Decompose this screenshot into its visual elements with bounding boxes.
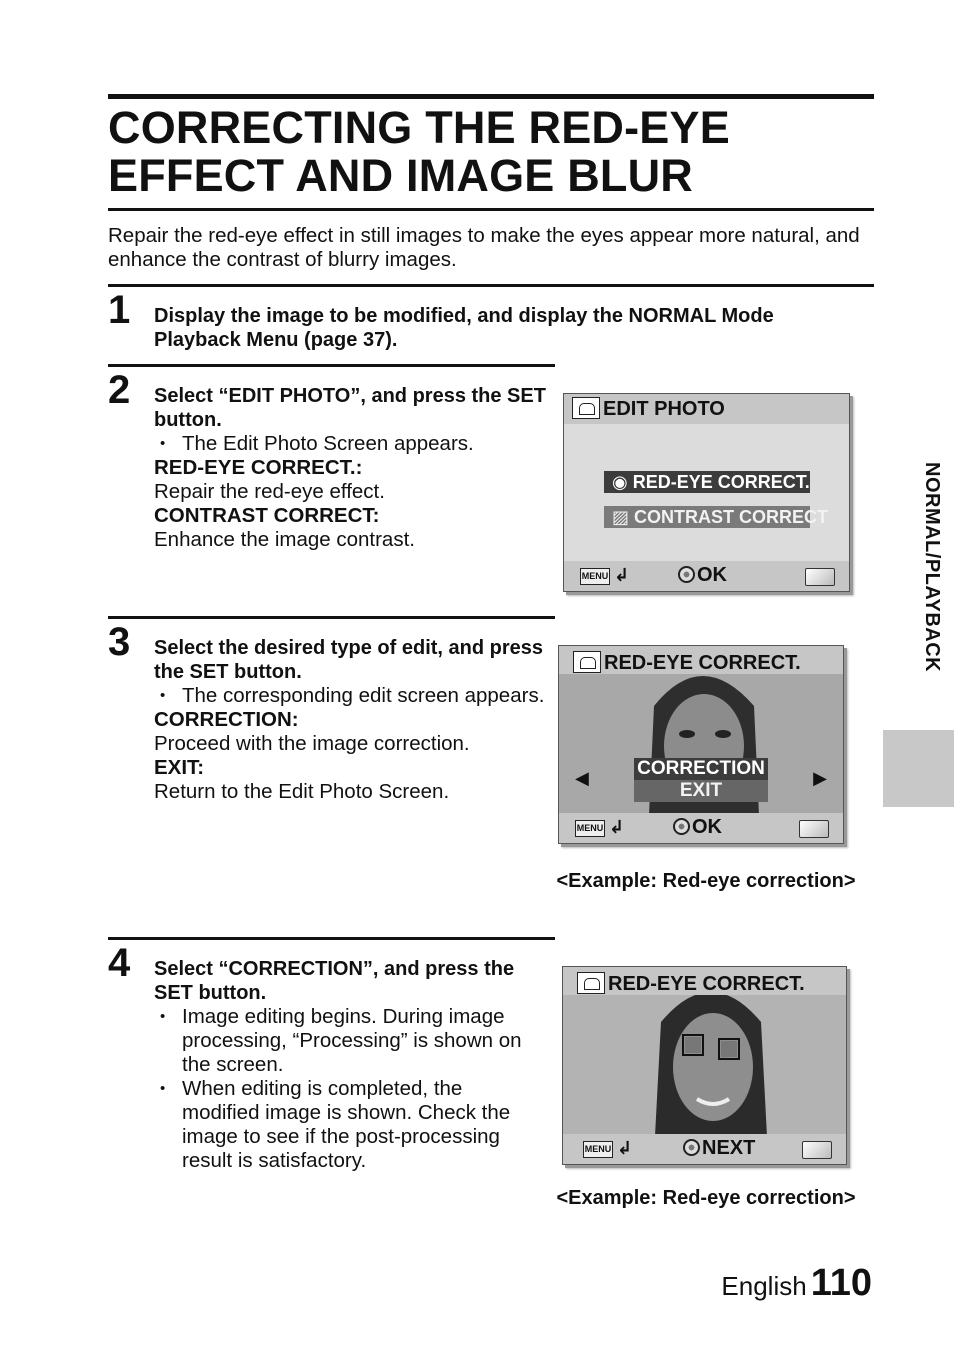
step1-heading: Display the image to be modified, and display the NORMAL Mode Playback Menu (page 37). [154,305,774,351]
menu-icon: MENU [583,1141,613,1158]
step4-body [154,1005,524,1173]
step1-number: 1 [108,288,131,332]
eye-icon: ◉ [612,472,628,492]
screen-header: RED-EYE CORRECT. [573,650,835,677]
step3-term2: EXIT: [154,756,205,779]
card-icon [799,820,829,838]
step3-rule [108,616,555,619]
step1-rule [108,284,874,287]
screen2-caption: <Example: Red-eye correction> [556,870,856,892]
step2-number: 2 [108,368,131,412]
contrast-icon: ▨ [612,507,630,527]
step2-desc2: Enhance the image contrast. [154,528,415,551]
dial-icon [678,566,695,583]
screen-menu-bar [563,1134,846,1164]
section-tab [883,730,954,807]
exit-option[interactable]: EXIT [634,780,768,802]
step4-number: 4 [108,941,131,985]
ok-indicator: OK [678,564,727,587]
card-icon [805,568,835,586]
title-top-rule [108,94,874,99]
page-number: 110 [810,1262,872,1304]
step3-number: 3 [108,620,131,664]
step4-rule [108,937,555,940]
page-title: CORRECTING THE RED-EYE EFFECT AND IMAGE BLUR [108,102,730,201]
step2-heading: Select “EDIT PHOTO”, and press the SET button. [154,385,546,431]
intro-text: Repair the red-eye effect in still images to make the eyes appear more natural, and enhance the contrast of blurry images. [108,224,860,271]
card-icon [802,1141,832,1159]
step3-term1: CORRECTION: [154,708,299,731]
return-icon: ↲ [617,1138,633,1158]
screen-menu-bar [559,813,843,843]
step2-term1: RED-EYE CORRECT.: [154,456,363,479]
screen-menu-bar [564,561,849,591]
step2-term2: CONTRAST CORRECT: [154,504,380,527]
red-eye-result-screen [562,966,847,1165]
red-eye-correct-screen [558,645,844,844]
red-eye-correct-option[interactable]: ◉ RED-EYE CORRECT. [604,471,810,493]
title-bottom-rule [108,208,874,211]
contrast-correct-option[interactable]: ▨ CONTRAST CORRECT [604,506,810,528]
correction-option[interactable]: CORRECTION [634,758,768,780]
page-footer [721,1262,872,1305]
return-icon: ↲ [614,565,630,585]
right-arrow-icon[interactable]: ▶ [813,768,827,788]
step2-desc1: Repair the red-eye effect. [154,480,385,503]
step3-desc1: Proceed with the image correction. [154,732,470,755]
screen-header: RED-EYE CORRECT. [577,971,838,998]
step4-bullet2: • When editing is completed, the modified image is shown. Check the image to see if the post-processing result is satisfactory. [154,1077,524,1173]
edit-photo-screen [563,393,850,592]
edit-photo-icon [572,397,600,419]
step4-bullet1: • Image editing begins. During image processing, “Processing” is shown on the screen. [154,1005,524,1077]
screen-header: EDIT PHOTO [572,396,841,423]
ok-indicator: OK [673,816,722,839]
step2-bullet: • The Edit Photo Screen appears. [154,432,549,456]
next-indicator: NEXT [683,1137,755,1160]
step3-desc2: Return to the Edit Photo Screen. [154,780,450,803]
section-sidebar-label: NORMAL/PLAYBACK [921,462,943,673]
screen3-caption: <Example: Red-eye correction> [556,1187,856,1209]
step2-rule [108,364,555,367]
step3-body [154,684,549,804]
left-arrow-icon[interactable]: ◀ [575,768,589,788]
return-icon: ↲ [609,817,625,837]
dial-icon [683,1139,700,1156]
footer-language: English [721,1271,807,1301]
step3-bullet: • The corresponding edit screen appears. [154,684,549,708]
menu-icon: MENU [580,568,610,585]
step4-heading: Select “CORRECTION”, and press the SET button. [154,958,515,1004]
eye-icon [577,972,605,994]
dial-icon [673,818,690,835]
menu-icon: MENU [575,820,605,837]
step3-heading: Select the desired type of edit, and press the SET button. [154,637,544,683]
eye-icon [573,651,601,673]
step2-body [154,432,549,552]
